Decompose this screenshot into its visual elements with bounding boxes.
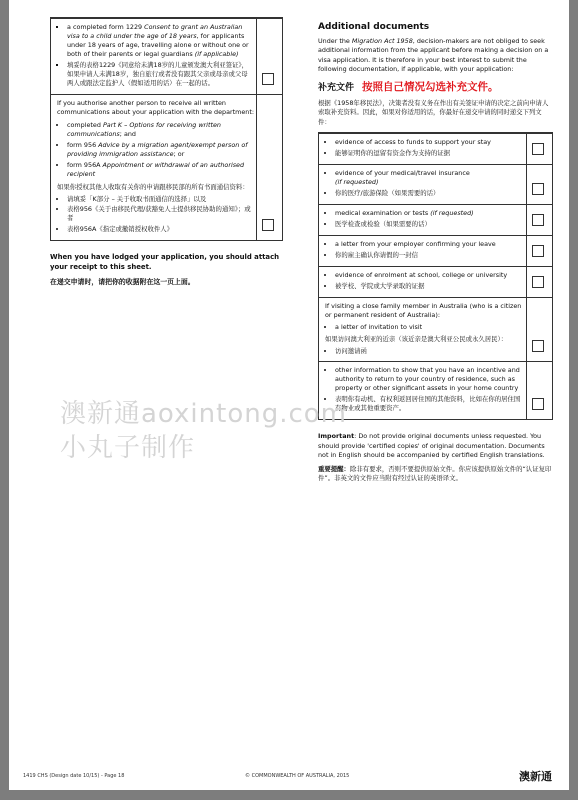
list-item-zh: • 医学检查或检验（如果需要的话） xyxy=(335,220,524,229)
checkbox-funds[interactable] xyxy=(532,143,544,155)
list-item-zh: • 你的医疗/旅游保险（如果需要的话） xyxy=(335,189,524,198)
annotation-note: 按照自己情况勾选补充文件。 xyxy=(362,81,499,94)
authorised-intro-zh: 如果你授权其他人收取有关你的申请跟移民部的所有书面通信资料： xyxy=(57,182,249,191)
checkbox-form-1229[interactable] xyxy=(262,73,274,85)
list-item-form-956a: • form 956A Appointment or withdrawal of an authorised recipient xyxy=(67,161,254,179)
list-item-en: • evidence of enrolment at school, college or university xyxy=(335,271,524,280)
list-item-form-956: • form 956 Advice by a migration agent/exempt person of providing immigration assistance; or xyxy=(67,141,254,159)
list-item-zh: • 表明你有动机、有权利返回居住国的其他资料，比如在你的居住国有物业或其他重要资产。 xyxy=(335,395,524,413)
list-item-en: • other information to show that you have an incentive and authority to return to your country of residence, such as property or other significant assets in your home country xyxy=(335,366,524,393)
footer-page-info: 1419 CHS (Design date 10/15) - Page 18 xyxy=(23,773,125,779)
additional-documents-heading: Additional documents xyxy=(318,22,430,32)
list-item-zh-part-k: • 请填妥「K部分 – 关于收取书面通信的选择」以及 xyxy=(67,195,254,204)
checklist-row-enrolment xyxy=(319,266,552,297)
checklist-row-funds xyxy=(319,133,552,164)
checklist-row-insurance xyxy=(319,164,552,204)
checkbox-enrolment[interactable] xyxy=(532,276,544,288)
checklist-row-invitation xyxy=(319,297,552,362)
lodge-receipt-zh: 在递交申请时，请把你的收据附在这一页上面。 xyxy=(50,278,195,287)
lodge-receipt-note xyxy=(50,252,283,287)
list-item-en: • a letter from your employer confirming your leave xyxy=(335,240,524,249)
checklist-row-medical xyxy=(319,204,552,235)
checklist-row-form-1229 xyxy=(51,18,282,94)
additional-documents-heading-zh: 补充文件 按照自己情况勾选补充文件。 xyxy=(318,81,499,94)
additional-documents-intro: Under the Migration Act 1958, decision-makers are not obliged to seek additional information from the applicant before making a decision on a visa application. It is therefore in your best interest to submit the following documentation, if applicable, with your application: xyxy=(318,37,549,73)
list-item-en: • evidence of access to funds to support your stay xyxy=(335,138,524,147)
list-item-form-1229-zh: ▪ 填妥的表格1229《同意给未满18岁的儿童颁发澳大利亚签证》，如果申请人未满18岁，独自旅行或者没有跟其父亲或母亲或父母两人或跟法定监护人（假如适用的话）在一起的话。 xyxy=(67,61,254,88)
checkbox-incentive[interactable] xyxy=(532,398,544,410)
watermark-line-1: 澳新通aoxintong.com xyxy=(60,399,348,429)
list-item-zh: • 被学校、学院或大学录取的证据 xyxy=(335,282,524,291)
checkbox-invitation[interactable] xyxy=(532,340,544,352)
invitation-intro: If visiting a close family member in Australia (who is a citizen or permanent resident of Australia): xyxy=(325,301,522,319)
checklist-row-authorised-recipient xyxy=(51,94,282,241)
list-item-zh: • 能够证明你的逗留有资金作为支持的证据 xyxy=(335,149,524,158)
lodge-receipt-en: When you have lodged your application, you should attach your receipt to this sheet. xyxy=(50,253,280,272)
list-item-zh: • 你的雇主确认你请假的一封信 xyxy=(335,251,524,260)
checkbox-insurance[interactable] xyxy=(532,183,544,195)
footer-copyright: © COMMONWEALTH OF AUSTRALIA, 2015 xyxy=(245,773,350,779)
checklist-box-left xyxy=(50,17,283,241)
checkbox-medical[interactable] xyxy=(532,214,544,226)
footer-brand: 澳新通 xyxy=(519,770,552,783)
left-column xyxy=(50,17,283,287)
list-item-zh-form-956a: • 表格956A《指定或撤销授权收件人》 xyxy=(67,225,254,234)
checkbox-employer[interactable] xyxy=(532,245,544,257)
authorised-intro-en: If you authorise another person to receive all written communications about your application with the department: xyxy=(57,98,255,116)
important-note-en: Important: Do not provide original documents unless requested. You should provide 'certified copies' of original documentation. Documents not in English should be accompanied by certified English translations. xyxy=(318,432,545,459)
document-page xyxy=(9,0,569,790)
list-item-en: • evidence of your medical/travel insurance (if requested) xyxy=(335,169,524,187)
list-item-zh: • 访问邀请函 xyxy=(335,347,524,356)
important-note-zh: 重要提醒：除非有要求，否则不要提供原始文件。你应该提供原始文件的“认证复印件”。非英文的文件应当附有经过认证的英语译文。 xyxy=(318,465,552,483)
watermark xyxy=(60,398,347,466)
checkbox-authorised-recipient[interactable] xyxy=(262,219,274,231)
checklist-box-right xyxy=(318,132,553,420)
right-column xyxy=(318,20,553,489)
additional-documents-intro-zh: 根据《1958年移民法》，决策者没有义务在作出有关签证申请的决定之前向申请人索取补充资料。因此，如果对你适用的话，你最好在递交申请的同时递交下列文件： xyxy=(318,99,549,126)
watermark-line-2: 小丸子制作 xyxy=(60,432,196,463)
list-item-en: • medical examination or tests (if requested) xyxy=(335,209,524,218)
invitation-intro-zh: 如果访问澳大利亚的近亲（该近亲是澳大利亚公民或永久居民）： xyxy=(325,334,508,343)
list-item-part-k: • completed Part K – Options for receiving written communications; and xyxy=(67,121,254,139)
list-item-zh-form-956: • 表格956《关于由移民代理/获豁免人士提供移民协助的通知》；或者 xyxy=(67,205,254,223)
checklist-row-employer xyxy=(319,235,552,266)
list-item-en: • a letter of invitation to visit xyxy=(335,323,524,332)
list-item-form-1229-en: ▪ a completed form 1229 Consent to grant an Australian visa to a child under the age of 18 years, for applicants under 18 years of age, travelling alone or without one or both of their parents or legal guardians (if applicable) xyxy=(67,23,254,59)
checklist-row-incentive xyxy=(319,361,552,419)
